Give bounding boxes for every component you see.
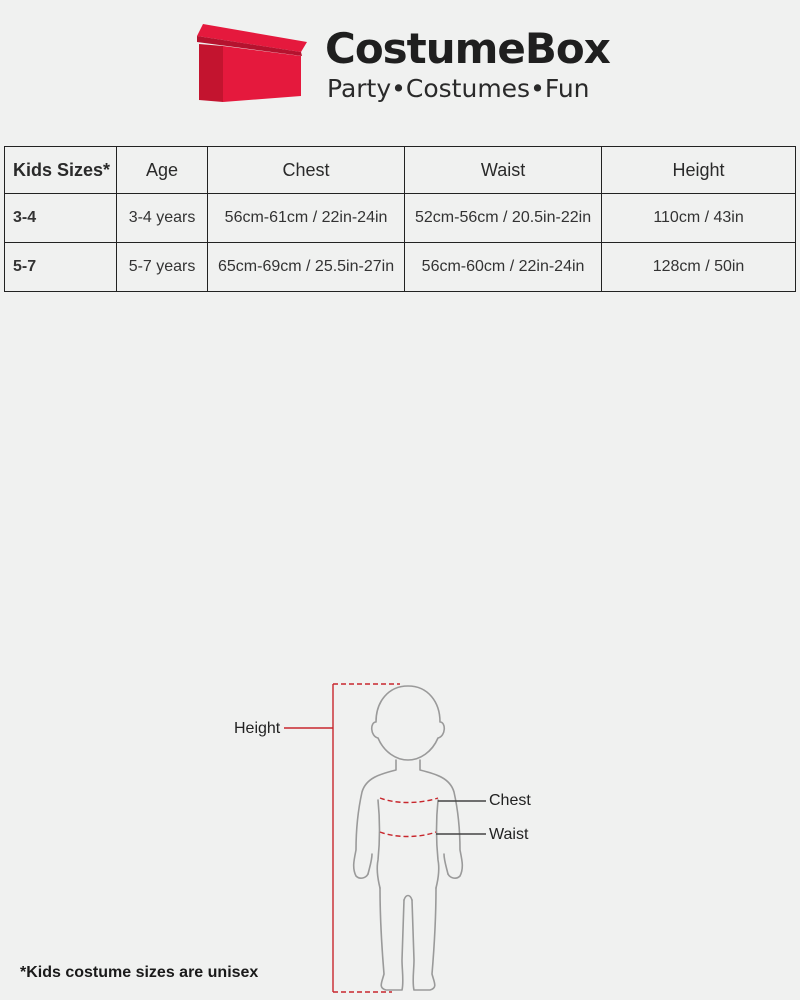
brand-tagline: Party•Costumes•Fun xyxy=(327,74,590,103)
size-chart-table xyxy=(4,146,796,292)
table-row xyxy=(5,243,796,292)
brand-logo xyxy=(195,22,615,107)
header-kids-sizes: Kids Sizes* xyxy=(5,147,117,194)
cell-age: 3-4 years xyxy=(117,194,208,243)
cell-chest: 65cm-69cm / 25.5in-27in xyxy=(208,243,405,292)
header-height: Height xyxy=(602,147,796,194)
chest-label: Chest xyxy=(489,792,531,809)
cell-height: 128cm / 50in xyxy=(602,243,796,292)
height-label: Height xyxy=(234,720,281,737)
child-outline-icon xyxy=(0,670,800,1000)
header-age: Age xyxy=(117,147,208,194)
header-waist: Waist xyxy=(405,147,602,194)
unisex-footnote: *Kids costume sizes are unisex xyxy=(20,964,259,981)
red-costume-box-icon xyxy=(195,22,310,104)
cell-size: 3-4 xyxy=(5,194,117,243)
cell-waist: 56cm-60cm / 22in-24in xyxy=(405,243,602,292)
header-chest: Chest xyxy=(208,147,405,194)
waist-label: Waist xyxy=(489,826,529,843)
brand-name: CostumeBox xyxy=(325,24,610,73)
table-row xyxy=(5,194,796,243)
cell-age: 5-7 years xyxy=(117,243,208,292)
cell-waist: 52cm-56cm / 20.5in-22in xyxy=(405,194,602,243)
table-header-row xyxy=(5,147,796,194)
cell-chest: 56cm-61cm / 22in-24in xyxy=(208,194,405,243)
cell-height: 110cm / 43in xyxy=(602,194,796,243)
measurement-diagram xyxy=(0,670,800,1000)
cell-size: 5-7 xyxy=(5,243,117,292)
